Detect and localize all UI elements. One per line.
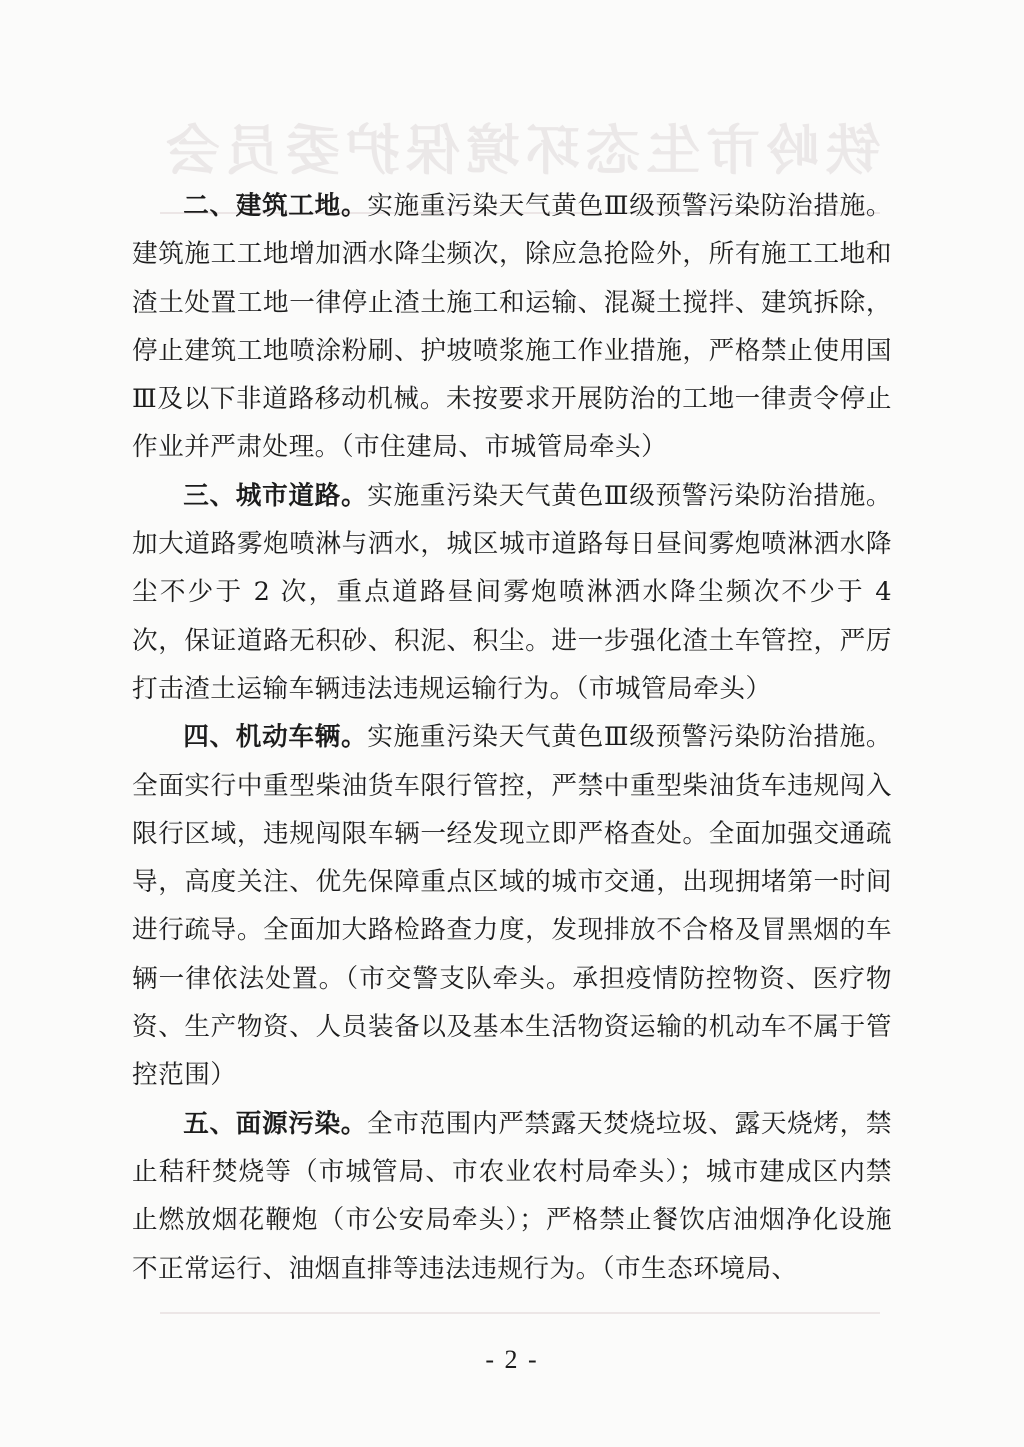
section-heading: 三、城市道路。	[183, 480, 368, 511]
section-heading: 二、建筑工地。	[183, 191, 368, 221]
bleed-through-rule-bottom	[160, 1312, 880, 1314]
section-body: 实施重污染天气黄色Ⅲ级预警污染防治措施。全面实行中重型柴油货车限行管控，严禁中重型柴油货车违规闯入限行区域，违规闯限车辆一经发现立即严格查处。全面加强交通疏导，高度关注、优先保障重点区域的城市交通，出现拥堵第一时间进行疏导。全面加大路检路查力度，发现排放不合格及冒黑烟的车辆一律依法处置。（市交警支队牵头。承担疫情防控物资、医疗物资、生产物资、人员装备以及基本生活物资运输的机动车不属于管控范围）	[132, 722, 892, 1091]
bleed-through-letterhead: 铁岭市生态环境保护委员会	[160, 118, 880, 182]
paragraph-construction-sites	[132, 182, 892, 472]
section-heading: 五、面源污染。	[183, 1108, 367, 1139]
section-body: 实施重污染天气黄色Ⅲ级预警污染防治措施。建筑施工工地增加洒水降尘频次，除应急抢险外，所有施工工地和渣土处置工地一律停止渣土施工和运输、混凝土搅拌、建筑拆除，停止建筑工地喷涂粉刷、护坡喷浆施工作业措施，严格禁止使用国Ⅲ及以下非道路移动机械。未按要求开展防治的工地一律责令停止作业并严肃处理。（市住建局、市城管局牵头）	[132, 191, 892, 463]
document-body	[132, 182, 892, 1293]
paragraph-area-source-pollution	[132, 1100, 892, 1293]
section-body: 实施重污染天气黄色Ⅲ级预警污染防治措施。加大道路雾炮喷淋与洒水，城区城市道路每日昼间雾炮喷淋洒水降尘不少于 2 次，重点道路昼间雾炮喷淋洒水降尘频次不少于 4 次，保证道路无积砂、积泥、积尘。进一步强化渣土车管控，严厉打击渣土运输车辆违法违规运输行为。（市城管局牵头）	[132, 480, 892, 704]
section-heading: 四、机动车辆。	[183, 722, 368, 753]
section-body: 全市范围内严禁露天焚烧垃圾、露天烧烤，禁止秸秆焚烧等（市城管局、市农业农村局牵头）；城市建成区内禁止燃放烟花鞭炮（市公安局牵头）；严格禁止餐饮店油烟净化设施不正常运行、油烟直排等违法违规行为。（市生态环境局、	[132, 1108, 892, 1284]
paragraph-urban-roads	[132, 472, 892, 713]
page-number: - 2 -	[485, 1345, 539, 1374]
paragraph-motor-vehicles	[132, 713, 892, 1099]
